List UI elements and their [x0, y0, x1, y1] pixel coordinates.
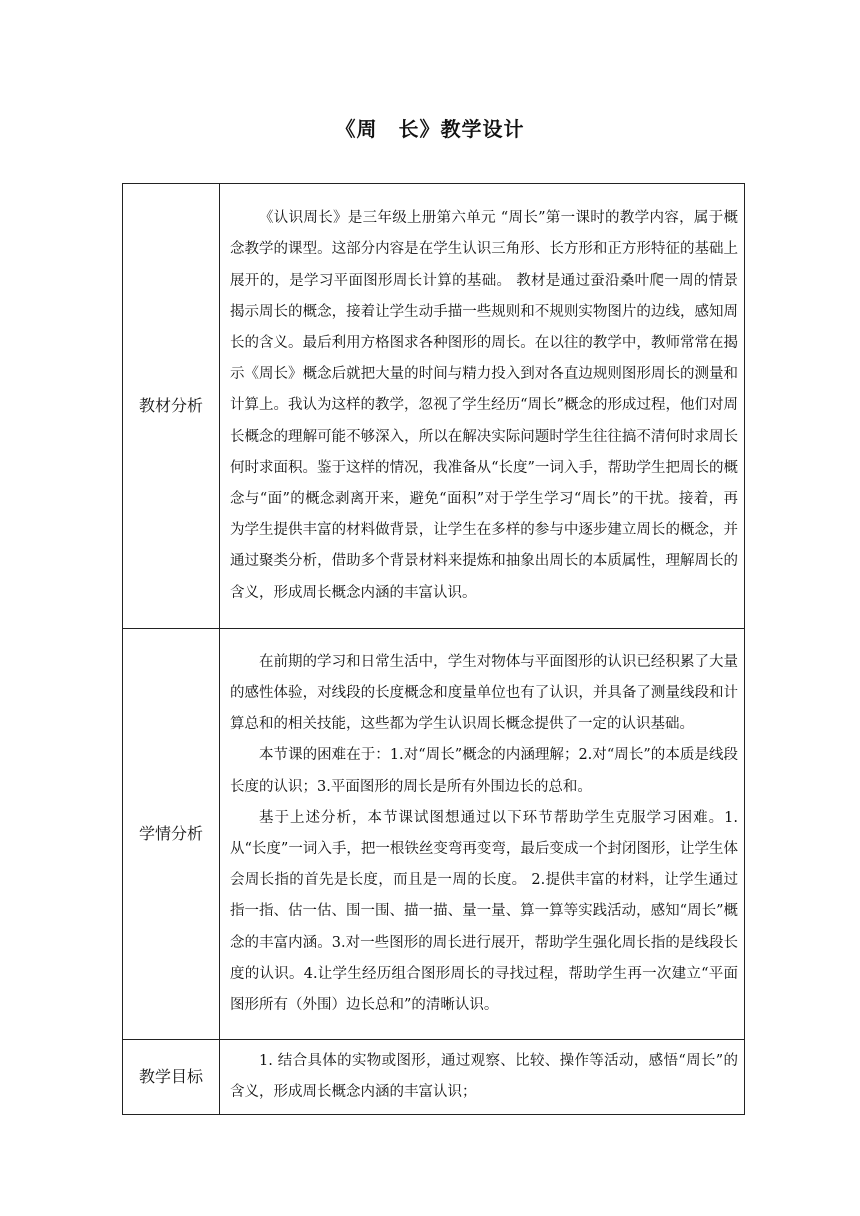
row-content-textbook-analysis — [220, 184, 745, 629]
document-title: 《周 长》教学设计 — [335, 117, 525, 141]
row-label-teaching-goals: 教学目标 — [123, 1040, 220, 1115]
paragraph: 本节课的困难在于：1.对“周长”概念的内涵理解；2.对“周长”的本质是线段长度的认识；3.平面图形的周长是所有外围边长的总和。 — [230, 747, 738, 795]
paragraph: 《认识周长》是三年级上册第六单元 “周长”第一课时的教学内容，属于概念教学的课型。这部分内容是在学生认识三角形、长方形和正方形特征的基础上展开的，是学习平面图形周长计算的基础。 教材是通过蚕沿桑叶爬一周的情景揭示周长的概念，接着让学生动手描一些规则和不规则实物图片的边线，感知周长的含义。最后利用方格图求各种图形的周长。在以往的教学中，教师常常在揭示《周长》概念后就把大量的时间与精力投入到对各直边规则图形周长的测量和计算上。我认为这样的教学，忽视了学生经历“周长”概念的形成过程，他们对周长概念的理解可能不够深入，所以在解决实际问题时学生往往搞不清何时求周长何时求面积。鉴于这样的情况，我准备从“长度”一词入手，帮助学生把周长的概念与“面”的概念剥离开来，避免“面积”对于学生学习“周长”的干扰。接着，再为学生提供丰富的材料做背景，让学生在多样的参与中逐步建立周长的概念，并通过聚类分析，借助多个背景材料来提炼和抽象出周长的本质属性，理解周长的含义，形成周长概念内涵的丰富认识。 — [230, 210, 738, 601]
paragraph: 1. 结合具体的实物或图形，通过观察、比较、操作等活动，感悟“周长”的含义，形成周长概念内涵的丰富认识； — [230, 1052, 738, 1100]
table-row-textbook-analysis — [123, 184, 745, 629]
row-label-learner-analysis: 学情分析 — [123, 629, 220, 1040]
row-label-textbook-analysis: 教材分析 — [123, 184, 220, 629]
paragraph: 在前期的学习和日常生活中，学生对物体与平面图形的认识已经积累了大量的感性体验，对线段的长度概念和度量单位也有了认识，并具备了测量线段和计算总和的相关技能，这些都为学生认识周长概念提供了一定的认识基础。 — [230, 653, 738, 733]
row-content-learner-analysis — [220, 629, 745, 1040]
paragraph: 基于上述分析，本节课试图想通过以下环节帮助学生克服学习困难。1.从“长度”一词入手，把一根铁丝变弯再变弯，最后变成一个封闭图形，让学生体会周长指的首先是长度，而且是一周的长度。 2.提供丰富的材料，让学生通过指一指、估一估、围一围、描一描、量一量、算一算等实践活动，感知“周长”概念的丰富内涵。3.对一些图形的周长进行展开，帮助学生强化周长指的是线段长度的认识。4.让学生经历组合图形周长的寻找过程，帮助学生再一次建立“平面图形所有（外围）边长总和”的清晰认识。 — [230, 809, 738, 1014]
table-row-teaching-goals — [123, 1040, 745, 1115]
lesson-plan-table — [122, 183, 745, 1115]
row-content-teaching-goals — [220, 1040, 745, 1115]
table-row-learner-analysis — [123, 629, 745, 1040]
